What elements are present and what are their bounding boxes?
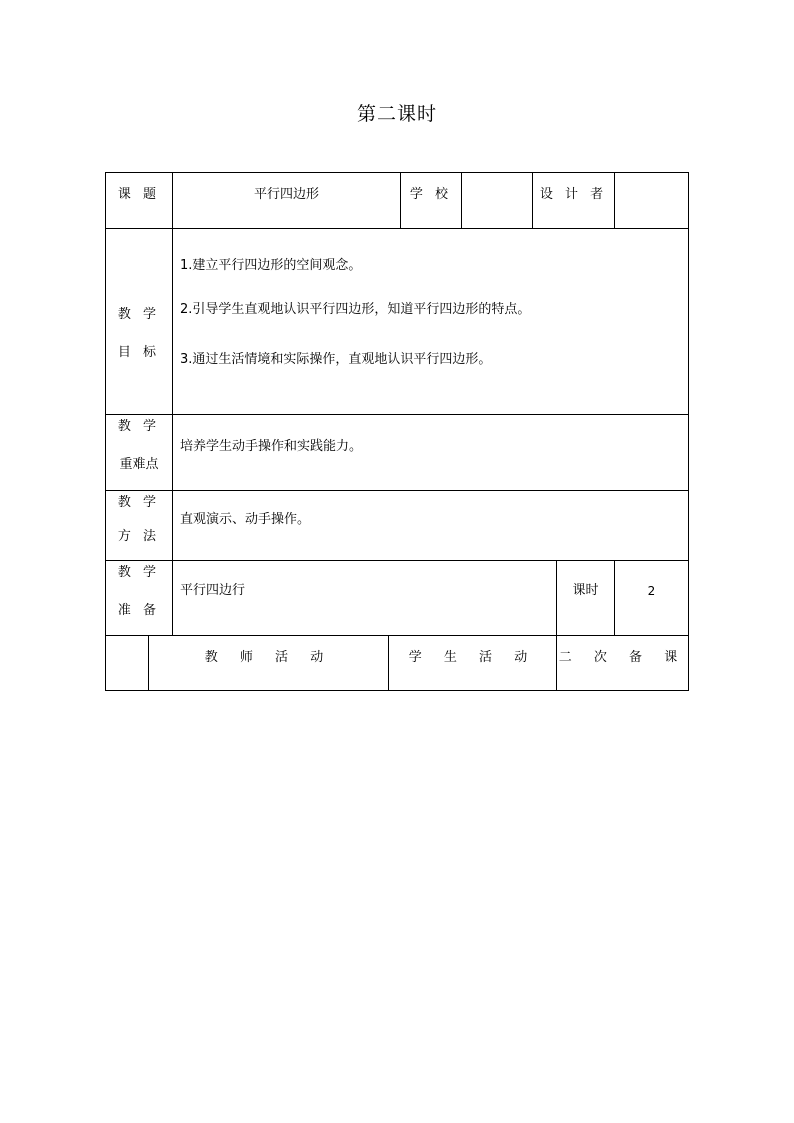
lesson-hours-label: 课时 [572,583,599,598]
preparation-label-line1: 教 学 [117,565,161,580]
row-divider [105,560,689,561]
row-divider [105,490,689,491]
objectives-label-line2: 目 标 [117,345,161,360]
objectives-label-line1: 教 学 [117,307,161,322]
topic-label: 课 题 [117,187,161,202]
key-points-label-line2: 重难点 [119,457,159,472]
objective-item: 1.建立平行四边形的空间观念。 [180,258,362,273]
school-label: 学 校 [409,187,453,202]
row-divider [105,228,689,229]
column-divider [461,172,462,228]
table-border-top [105,172,689,173]
method-label-line2: 方 法 [117,529,161,544]
column-divider [614,172,615,228]
key-points-label-line1: 教 学 [117,419,161,434]
objective-item: 2.引导学生直观地认识平行四边形，知道平行四边形的特点。 [180,302,531,317]
method-value: 直观演示、动手操作。 [180,512,311,527]
student-activity-header: 学 生 活 动 [408,650,537,665]
second-prep-header: 二 次 备 课 [558,650,687,665]
designer-label: 设 计 者 [539,187,608,202]
row-divider [105,414,689,415]
key-points-value: 培养学生动手操作和实践能力。 [180,439,363,454]
preparation-value: 平行四边行 [180,583,246,598]
table-border-bottom [105,690,689,691]
page-title: 第二课时 [356,103,437,125]
objective-item: 3.通过生活情境和实际操作，直观地认识平行四边形。 [180,352,492,367]
lesson-hours-value: 2 [647,584,656,598]
teacher-activity-header: 教 师 活 动 [204,650,333,665]
method-label-line1: 教 学 [117,495,161,510]
row-divider [105,635,689,636]
column-divider [172,172,173,635]
topic-value: 平行四边形 [253,187,319,202]
table-border-right [688,172,689,691]
preparation-label-line2: 准 备 [117,603,161,618]
